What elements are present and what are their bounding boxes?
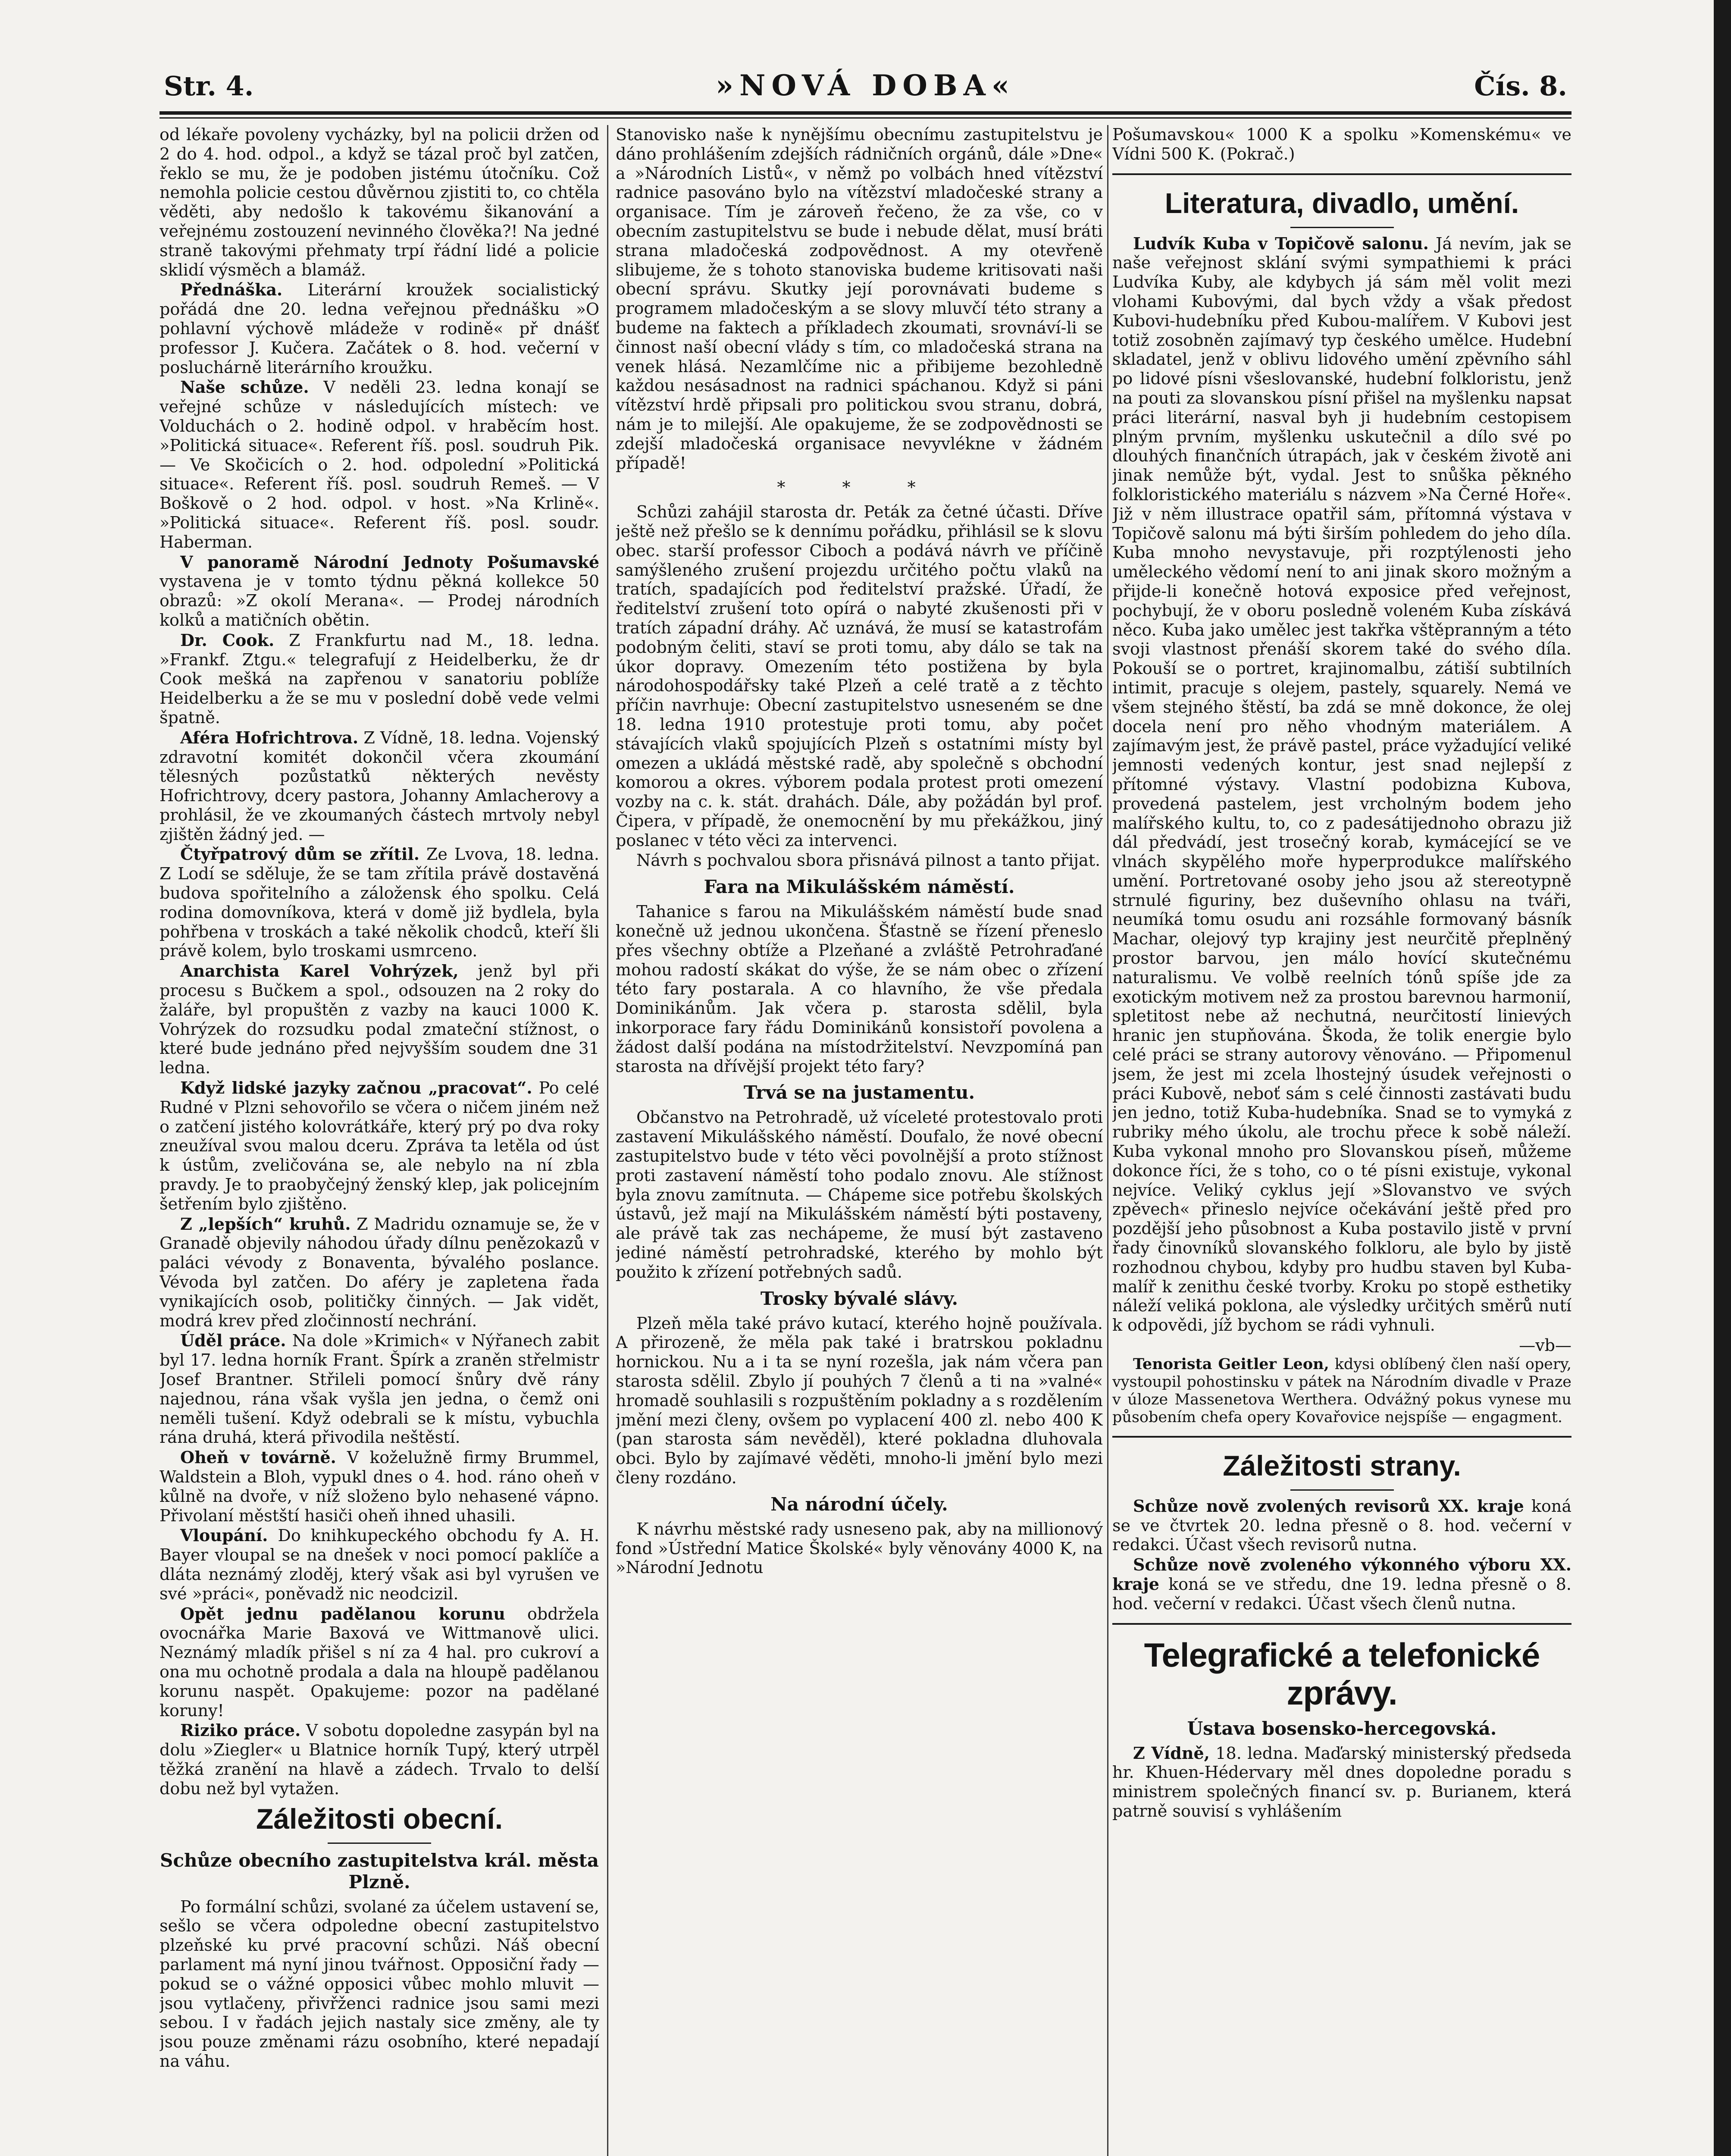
newspaper-title: »NOVÁ DOBA« [715,69,1016,102]
heading-underline [1290,227,1394,228]
article-text: Návrh s pochvalou sbora přisnává pilnost a tanto přijat. [636,851,1101,870]
article-paragraph [1112,1555,1571,1613]
article-heading: Trvá se na justamentu. [743,1082,975,1103]
section-heading: Telegrafické a telefonické zprávy. [1144,1636,1540,1712]
column-3 [1112,125,1571,2156]
article-paragraph [160,553,599,630]
article-paragraph [160,845,599,961]
article-paragraph [616,125,1103,473]
article-text: 18. ledna. Maďarský ministerský předseda hr. Khuen-Hédervary měl dnes dopoledne poradu s ministrem společných financí sv. p. Burianem, která patrně souvisí s vyhlášením [1112,1743,1571,1821]
article-text: Tahanice s farou na Mikulášském náměstí bude snad konečně už jednou ukončena. Šťastně se řízení přeneslo přes všechny obtíže a Plzeňané a zvláště Petrohraďané mohou radostí skákat do výše, že se nám obec o zřízení této fary postarala. A co hlavního, že vše předala Dominikánům. Jak včera p. starosta sdělil, byla inkorporace fary řádu Dominikánů konsistoří povolena a žádost další podána na místodržitelství. Nevzpomíná pan starosta na dřívější projekt této fary? [616,902,1103,1076]
article-paragraph [160,280,599,377]
article-text: V koželužně firmy Brummel, Waldstein a Bloh, vypukl dnes o 4. hod. ráno oheň v kůlně na dvoře, v níž složeno bylo nehasené vápno. Přivolaní městští hasiči oheň ihned uhasili. [160,1448,599,1525]
column-1 [160,125,599,2156]
separator-stars: * * * [777,478,942,497]
article-text: Z Vídně, 18. ledna. Vojenský zdravotní komitét dokončil včera zkoumání tělesných pozůstatků některých nevěsty Hofrichtrovy, dcery pastora, Johanny Amlacherovy a prohlásil, že ve zkoumaných částech mrtvoly nebyl zjištěn žádný jed. — [160,728,599,844]
heading-underline [328,1843,431,1844]
article-paragraph [160,728,599,844]
article-paragraph [160,962,599,1078]
article-lead: Oheň v továrně. [180,1448,336,1467]
article-paragraph [616,502,1103,850]
article-paragraph [160,1526,599,1603]
article-lead: Tenorista Geitler Leon, [1133,1355,1329,1373]
page-number: Str. 4. [164,70,254,102]
section-rule [1112,1623,1571,1625]
section-heading: Záležitosti obecní. [256,1802,503,1835]
header-rule [160,111,1571,115]
article-lead: Riziko práce. [180,1720,301,1740]
article-text: Literární kroužek socialistický pořádá dne 20. ledna veřejnou přednášku »O pohlavní výchově mládeže v rodině« př dnášť professor J. Kučera. Začátek o 8. hod. večerní v posluchárně literárního kroužku. [160,280,599,377]
header-rule-thin [160,117,1571,119]
section-rule [1112,1436,1571,1438]
article-paragraph [1112,1355,1571,1426]
article-text: kdysi oblíbený člen naší opery, vystoupil pohostinsku v pátek na Národním divadle v Praze v úloze Massenetova Werthera. Odvážný pokus vynese mu působením chefa opery Kovařovice nejspíše — engagment. [1112,1355,1571,1426]
article-paragraph [160,1721,599,1798]
article-text: Po celé Rudné v Plzni sehovořilo se včera o ničem jiném než o zatčení jistého kolovrátkáře, který prý po dva roky zneužíval svou malou dceru. Zpráva ta letěla od úst k ústům, zveličována se, ale nebylo na ní zbla pravdy. Je to praobyčejný ženský klep, jak policejním šetřením bylo zjištěno. [160,1078,599,1213]
article-paragraph [160,1604,599,1720]
article-lead: Schůze nově zvoleného výkonného výboru XX. kraje [1112,1555,1571,1594]
article-paragraph [1112,1744,1571,1821]
article-heading: Ústava bosensko-hercegovská. [1187,1717,1497,1739]
article-text: Z Frankfurtu nad M., 18. ledna. »Frankf. Ztgu.« telegrafují z Heidelberku, že dr Cook mešká na zapřenou v sanatoriu poblíže Heidelberku a že se mu v poslední době vede velmi špatně. [160,630,599,727]
article-lead: Anarchista Karel Vohrýzek, [180,961,459,981]
article-paragraph [1112,1497,1571,1554]
article-text: Do knihkupeckého obchodu fy A. H. Bayer vloupal se na dnešek v noci pomocí paklíče a dláta neznámý zloděj, který však asi byl vyrušen ve své »práci«, poněvadž nic neodcizil. [160,1526,599,1603]
article-lead: Opět jednu padělanou korunu [180,1604,505,1623]
article-text: Z Madridu oznamuje se, že v Granadě objevily náhodou úřady dílnu penězokazů v paláci vévody z Bonaventa, bývalého poslance. Vévoda byl zatčen. Do aféry je zapletena řada vynikajících osob, političky činných. — Jak vidět, modrá krev před zločinností nechrání. [160,1214,599,1330]
article-paragraph [1112,234,1571,1335]
article-text: od lékaře povoleny vycházky, byl na policii držen od 2 do 4. hod. odpol., a když se tázal proč byl zatčen, řeklo se mu, že je podoben jistému útočníku. Což nemohla policie cestou důvěrnou zjistiti to, co chtěla věděti, aby nedošlo k takovému šikanování a veřejnému zostouzení nevinného člověka?! Na jedné straně takovými přehmaty trpí řádní lidé a policie sklidí výsměch a blamáž. [160,125,599,279]
article-paragraph [616,1520,1103,1577]
section-rule [1112,173,1571,175]
article-paragraph [616,851,1103,870]
article-paragraph [160,378,599,552]
scan-edge [1714,0,1731,2156]
article-text: K návrhu městské rady usneseno pak, aby na millionový fond »Ústřední Matice Školské« byly věnovány 4000 K, na »Národní Jednotu [616,1519,1103,1577]
article-paragraph [616,902,1103,1076]
article-text: koná se ve středu, dne 19. ledna přesně o 8. hod. večerní v redakci. Účast všech členů nutna. [1112,1575,1571,1613]
article-heading: Schůze obecního zastupitelstva král. města Plzně. [160,1849,599,1893]
article-text: obdržela ovocnářka Marie Baxová ve Wittmanově ulici. Neznámý mladík přišel s ní za 4 hal. pro cukroví a ona mu ochotně prodala a dala na hloupě padělanou korunu naspět. Opakujeme: pozor na padělané koruny! [160,1604,599,1720]
article-lead: Ludvík Kuba v Topičově salonu. [1133,233,1429,253]
article-text: Pošumavskou« 1000 K a spolku »Komenskému« ve Vídni 500 K. (Pokrač.) [1112,125,1571,163]
article-paragraph [160,1078,599,1214]
article-text: koná se ve čtvrtek 20. ledna přesně o 8. hod. večerní v redakci. Účast všech revisorů nutna. [1112,1496,1571,1554]
column-divider [607,125,608,2156]
article-text: Občanstvo na Petrohradě, už víceleté protestovalo proti zastavení Mikulášského náměstí. Doufalo, že nové obecní zastupitelstvo bude v této věci povolnější a proto stížnost proti zastavení náměstí toho podalo znovu. Ale stížnost byla znovu zamítnuta. — Chápeme sice potřebu školských ústavů, jež mají na Mikulášském náměstí býti postaveny, ale právě tak zas nechápeme, že musí být zastaveno jediné náměstí petrohradské, kterého by mohlo být použito k zřízení potřebných sadů. [616,1108,1103,1282]
article-lead: Z „lepších“ kruhů. [180,1214,351,1234]
article-text: V neděli 23. ledna konají se veřejné schůze v následujících místech: ve Volduchách o 2. hodině odpol. v hraběcím host. »Politická situace«. Referent říš. posl. soudruh Pik. — Ve Skočicích o 2. hod. odpolední »Politická situace«. Referent říš. posl. soudruh Remeš. — V Boškově o 2 hod. odpol. v host. »Na Krlině«. »Politická situace«. Referent říš. posl. soudr. Haberman. [160,378,599,552]
article-lead: Z Vídně, [1133,1743,1210,1763]
article-paragraph [1112,125,1571,164]
heading-underline [1290,1489,1394,1491]
article-text: Ze Lvova, 18. ledna. Z Lodí se sděluje, že se tam zřítila právě dostavěná budova spořitelního a záložensk ého spolku. Celá rodina domovníkova, která v domě již bydlela, byla pohřbena v troskách a také několik chodců, kteří šli právě kolem, bylo troskami usmrceno. [160,845,599,961]
article-lead: Čtyřpatrový dům se zřítil. [180,844,420,864]
column-divider [1107,125,1108,2156]
article-heading: Na národní účely. [770,1493,948,1515]
article-paragraph [616,1108,1103,1282]
article-text: Po formální schůzi, svolané za účelem ustavení se, sešlo se včera odpoledne obecní zastupitelstvo plzeňské ku prvé pracovní schůzi. Náš obecní parlament má nyní jinou tvářnost. Opposiční řady — pokud se o vážné opposici vůbec mohlo mluvit — jsou vytlačeny, přivřženci radnice jsou sami mezi sebou. I v řadách jejich nastaly sice změny, ale ty jsou pouze změnami rázu osobního, které nepadají na váhu. [160,1897,599,2071]
article-lead: Schůze nově zvolených revisorů XX. kraje [1133,1496,1524,1516]
article-lead: Aféra Hofrichtrova. [180,727,359,747]
article-paragraph [160,1331,599,1447]
article-paragraph [160,1215,599,1331]
article-paragraph [160,125,599,279]
article-text: Já nevím, jak se naše veřejnost sklání svými sympathiemi k práci Ludvíka Kuby, ale kdybych já sám měl volit mezi vlohami Kubovými, dal bych vždy a však předost Kubovi-hudebníku před Kubou-malířem. V Kubovi jest totiž zosobněn zajímavý typ českého umělce. Hudební skladatel, jenž v oblivu lidového umění zpěvního sáhl po lidové písni všeslovanské, hudební folkloristu, jenž na pouti za slovanskou písní přišel na myšlenku napsat práci literární, nasval byh ji hudebním cestopisem plným prvním, myšlenku uskutečnil a dílo své po dlouhých finančních útrapách, jak v českém životě ani jinak nemůže být, vydal. Jest to snůška pěkného folkloristického materiálu s názvem »Na Černé Hoře«. Již v něm illustrace opatřil sám, přítomná výstava v Topičově salonu má býti širším pohledem do jeho díla. Kuba mnoho nevystavuje, při rozptýlenosti jeho uměleckého vědomí není to ani jinak skoro možným a přijde-li konečně hotová exposice před veřejnost, pochybují, že v oboru posledně voleném Kuba získává něco. Kuba jako umělec jest takřka vštěpranným a této svoji vlastnost přenáší skorem také do svého díla. Pokouší se o portret, krajinomalbu, zátiší subtilních intimit, pracuje s olejem, pastely, squarely. Nemá ve všem stejného štěstí, ba zdá se mně dokonce, že olej docela není pro něho vhodným materiálem. A zajímavým jest, že právě pastel, práce vyžadující veliké jemnosti vedených kontur, jest snad nejlepší z přítomné výstavy. Vlastní podobizna Kubova, provedená pastelem, jest vrcholným bodem jeho malířského kultu, to, co z padesátijednoho obrazu již dál předvádí, jest trosečný korab, kymácející se ve vlnách skypělého moře hyperprodukce malířského umění. Portretované osoby jeho jsou až stereotypně strnulé figuriny, bez duševního ohlasu na tváři, neumíká tomu osudu ani rozsáhle formovaný básník Machar, olejový typ krajiny jest neurčitě přeplněný prostor barvou, jen málo hovící skutečnému naturalismu. Ve volbě reelních tónů spíše jde za exotickým motivem než za prostou barevnou harmonií, spletitost nebe až nechutná, neurčitostí linievých hranic jen stupňována. Škoda, že tolik energie bylo celé práci se strany autorovy věnováno. — Připomenul jsem, že jest mi zcela lhostejný úsudek veřejnosti o práci Kubově, neboť sám s celé činnosti zastávati budu jen jedno, totiž Kuba-hudebníka. Snad se to vymyká z rubriky mého úkolu, ale trochu přece k sobě náleží. Kuba vykonal mnoho pro Slovanskou píseň, můžeme dokonce říci, že s toho, co o té písni existuje, vykonal nejvíce. Veliký cyklus její »Slovanstvo ve svých zpěvech« přineslo nejvíce očekávání ještě před pro pozdější jeho působnost a Kuba postavilo jistě v první řady činovníků slovanského folkloru, ale bylo by jistě rozhodnou chybou, kdyby pro hudbu staven byl Kuba-malíř k zenithu české tvorby. Kroku po stopě esthetiky náleží veliká poklona, ale výsledky určitých směrů nutí k odpovědi, jíž bychom se rádi vyhnuli. [1112,234,1571,1335]
article-lead: V panoramě Národní Jednoty Pošumavské [180,552,599,572]
article-paragraph [616,1314,1103,1488]
article-text: Stanovisko naše k nynějšímu obecnímu zastupitelstvu je dáno prohlášením zdejších rádničních orgánů, dále »Dne« a »Národních Listů«, v němž po volbách hned vítězství radnice pasováno bylo na vítězství mladočeské strany a organisace. Tím je zároveň řečeno, že za vše, co v obecním zastupitelstvu se bude i nebude dělat, musí bráti strana mladočeská zodpovědnost. A my otevřeně slibujeme, že s tohoto stanoviska budeme kritisovati naši obecní správu. Skutky její porovnávati budeme s programem mladočeským a se slovy mluvčí této strany a budeme na faktech a příkladech zkoumati, srovnáví-li se činnost naší obecní vlády s tím, co mladočeská strana na venek hlásá. Nezamlčíme nic a přibijeme bezohledně každou nesásadnost na radnici spáchanou. Když si páni vítězství hrdě připsali pro politickou svou stranu, dobrá, nám je to milejší. Ale opakujeme, že se zodpovědnosti se zdejší mladočeská organisace nevyvlékne v žádném případě! [616,125,1103,473]
page-header [164,63,1567,110]
author-signature: —vb— [1519,1336,1571,1355]
section-heading: Záležitosti strany. [1223,1449,1461,1482]
article-lead: Přednáška. [180,280,283,300]
article-lead: Když lidské jazyky začnou „pracovat“. [180,1078,532,1098]
section-heading: Literatura, divadlo, umění. [1164,187,1519,219]
article-heading: Fara na Mikulášském náměstí. [704,876,1015,898]
article-text: Plzeň měla také právo kutací, kterého hojně používala. A přirozeně, že měla pak také i bratrskou pokladnu hornickou. Nu a i ta se nyní rozešla, jak nám včera pan starosta sdělil. Zbylo jí pouhých 7 členů a ti na »valné« hromadě souhlasili s rozpuštěním pokladny a s rozdělením jmění mezi členy, ovšem po vyplacení 400 zl. nebo 400 K (pan starosta sám nevěděl), které pokladna dluhovala obci. Bylo by zajímavé věděti, mnoho-li jmění bylo mezi členy rozdáno. [616,1313,1103,1487]
article-lead: Naše schůze. [180,377,309,397]
article-lead: Úděl práce. [180,1331,286,1351]
article-text: Na dole »Krimich« v Nýřanech zabit byl 17. ledna horník Frant. Špírk a zraněn střelmistr Josef Brantner. Střileli pomocí šnůry dvě rány najednou, rána však vyšla jen jedna, o čemž oni neměli tušení. Když odebrali se k místu, vybuchla rána druhá, která přivodila neštěstí. [160,1331,599,1447]
article-text: jenž byl při procesu s Bučkem a spol., odsouzen na 2 roky do žaláře, byl propuštěn z vazby na kauci 1000 K. Vohrýzek do rozsudku podal zmateční stížnost, o které bude jednáno před nejvyšším soudem dne 31 ledna. [160,962,599,1078]
article-lead: Dr. Cook. [180,630,275,650]
column-2 [616,125,1103,2156]
article-paragraph [160,1897,599,2071]
article-heading: Trosky bývalé slávy. [760,1288,958,1309]
article-text: vystavena je v tomto týdnu pěkná kollekce 50 obrazů: »Z okolí Merana«. — Prodej národních kolků a matičních obětin. [160,572,599,630]
article-text: Schůzi zahájil starosta dr. Peták za četné účasti. Dříve ještě než přešlo se k dennímu pořádku, přihlásil se k slovu obec. starší professor Ciboch a podává návrh ve příčině samýšleného zrušení projezdu určitého počtu vlaků na tratích, spadajících pod ředitelství pražské. Úřadí, že ředitelství zrušení toto opírá o nabyté zkušenosti při v tratích západní dráhy. Ač uznává, že musí se katastrofám podobným čeliti, staví se proti tomu, aby dálo se tak na úkor dopravy. Omezením této postižena by byla národohospodářsky také Plzeň a celé tratě a z těchto příčin navrhuje: Obecní zastupitelstvo usneseném se dne 18. ledna 1910 protestuje proti tomu, aby počet stávajících vlaků spojujících Plzeň s ostatními místy byl omezen a ukládá městské radě, aby společně s obchodní komorou a okres. výborem podala protest proti omezení vozby na c. k. stát. drahách. Dále, aby požádán byl prof. Čipera, v případě, že onemocnění by mu překážkou, jiný poslanec v této věci za intervenci. [616,502,1103,850]
issue-number: Čís. 8. [1474,70,1567,102]
article-paragraph [160,631,599,727]
article-lead: Vloupání. [180,1526,268,1545]
article-paragraph [160,1448,599,1525]
article-text: V sobotu dopoledne zasypán byl na dolu »Ziegler« u Blatnice horník Tupý, který utrpěl těžká zranění na hlavě a zádech. Trvalo to delší dobu než byl vytažen. [160,1721,599,1798]
